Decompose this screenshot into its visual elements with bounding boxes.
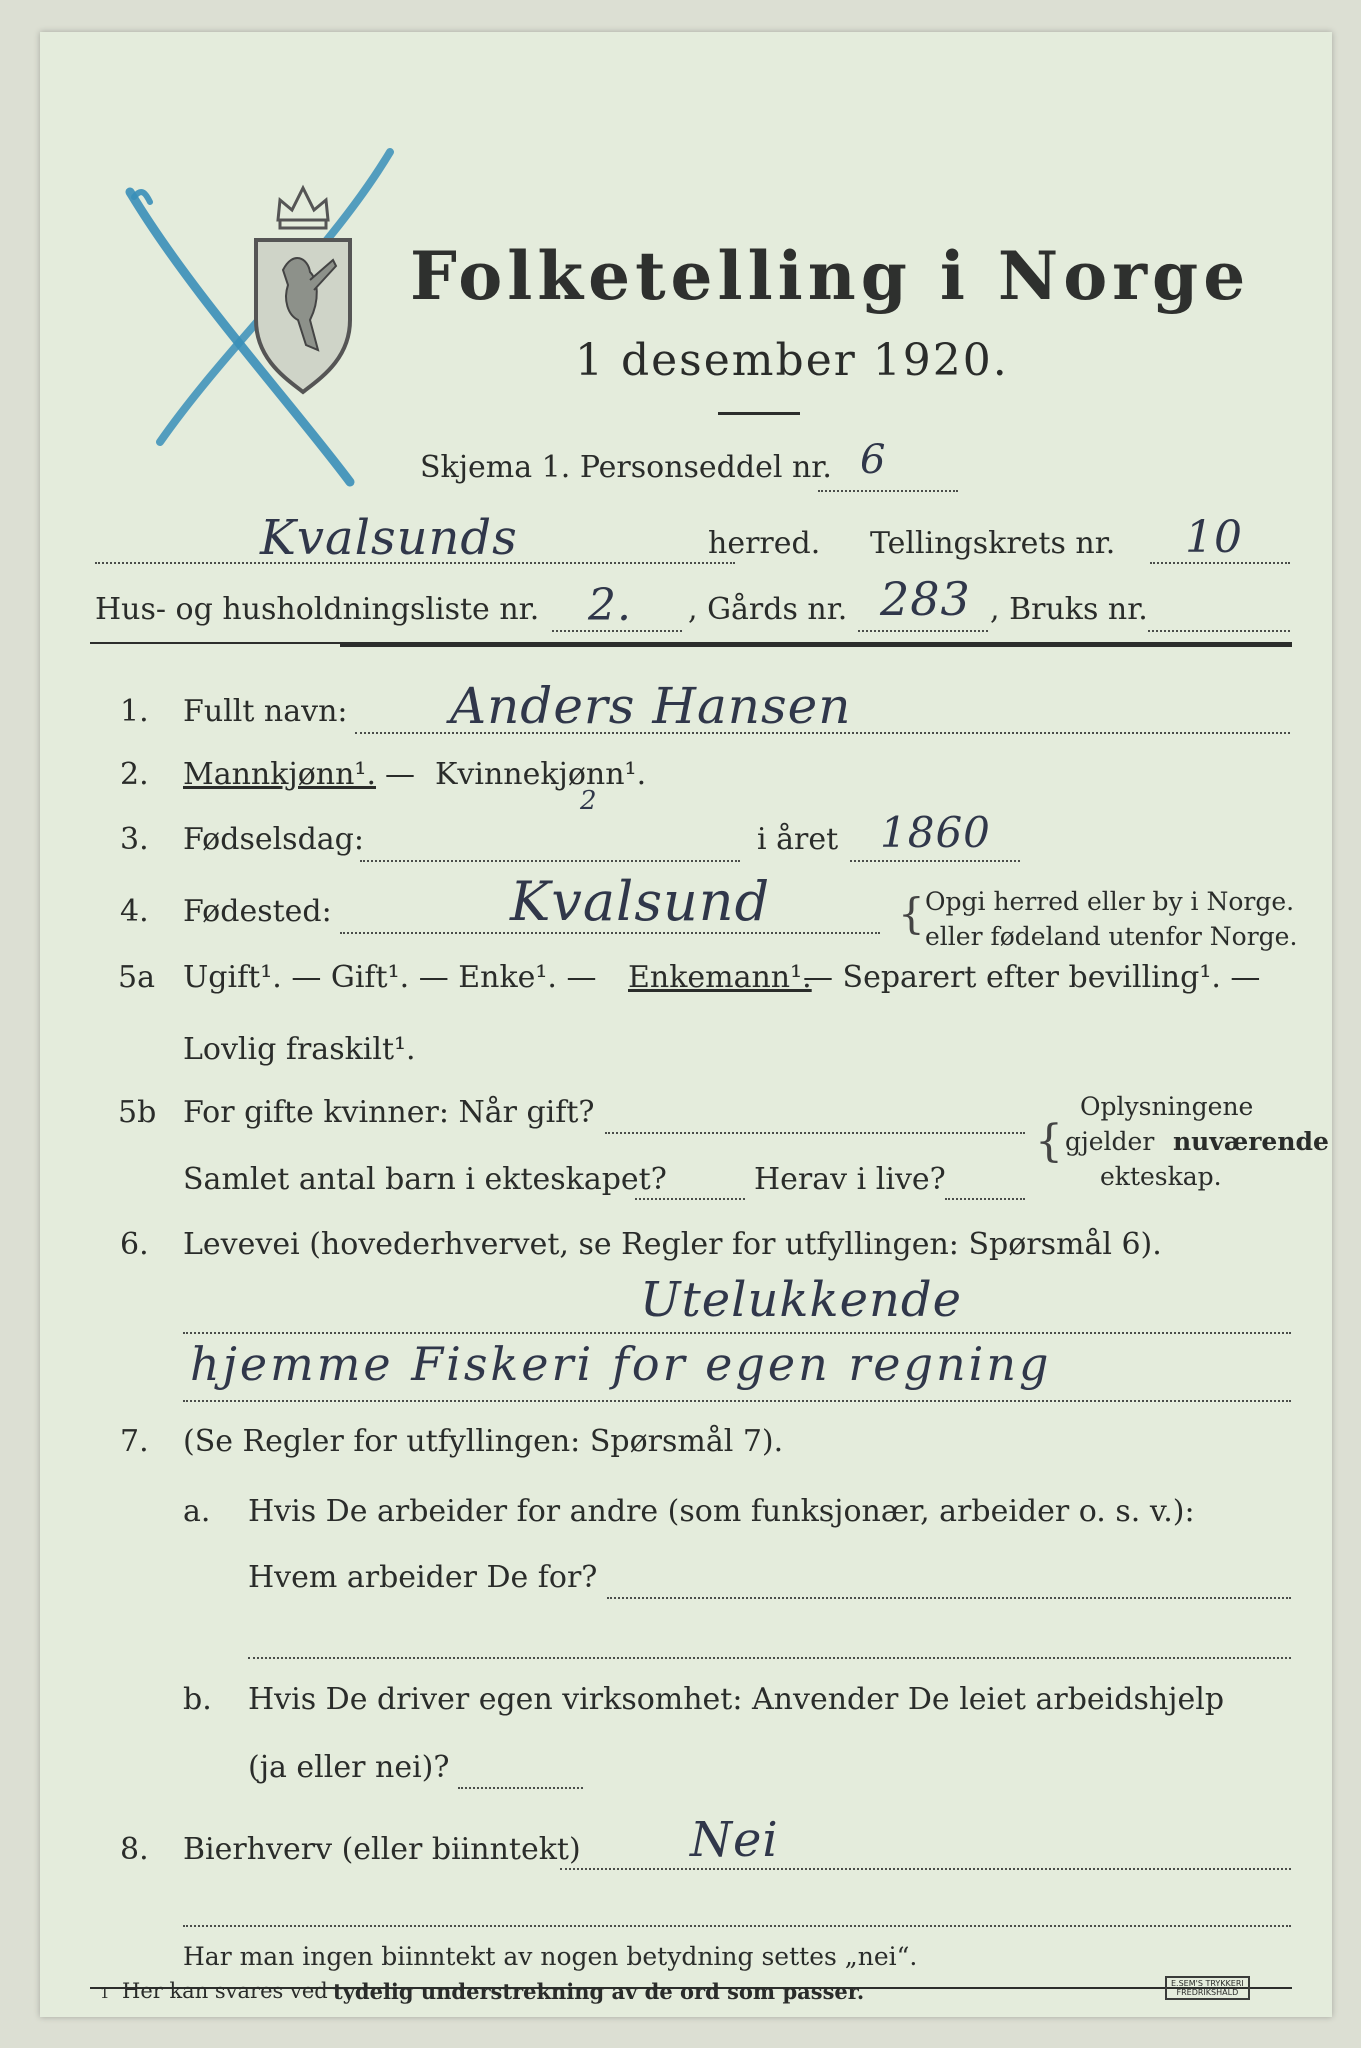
schema-label: Skjema 1. Personseddel nr. <box>420 450 832 485</box>
q8-note: Har man ingen biinntekt av nogen betydning settes „nei“. <box>183 1942 918 1971</box>
farm-number: 283 <box>880 572 971 626</box>
bruks-label: , Bruks nr. <box>990 592 1148 627</box>
printer-line2: FREDRIKSHALD <box>1176 1988 1239 1997</box>
q5b-note-line2a: gjelder <box>1065 1127 1155 1156</box>
q7a-label-line1: Hvis De arbeider for andre (som funksjonær, arbeider o. s. v.): <box>248 1494 1195 1529</box>
q7a-label-line2: Hvem arbeider De for? <box>248 1560 598 1595</box>
q7b-label-line1: Hvis De driver egen virksomhet: Anvender De leiet arbeidshjelp <box>248 1682 1225 1717</box>
q6-number: 6. <box>120 1227 149 1262</box>
district-label: Tellingskrets nr. <box>870 526 1116 561</box>
q5b-children-dots <box>635 1198 745 1200</box>
footnote-text-b: tydelig understrekning av de ord som passer. <box>333 1979 865 2004</box>
q2-male-option: Mannkjønn¹. <box>183 757 376 792</box>
q6-line1-dots <box>183 1332 1291 1334</box>
q5a-number: 5a <box>118 960 155 995</box>
q6-line2-dots <box>183 1400 1291 1402</box>
q7-number: 7. <box>120 1424 149 1459</box>
q4-brace: { <box>898 889 925 938</box>
municipality-value: Kvalsunds <box>260 510 518 566</box>
q5b-note-line1: Oplysningene <box>1080 1092 1254 1121</box>
q8-label: Bierhverv (eller biinntekt) <box>183 1832 581 1867</box>
farm-label: , Gårds nr. <box>688 592 848 627</box>
q8-number: 8. <box>120 1832 149 1867</box>
printer-line1: E.SEM'S TRYKKERI <box>1171 1979 1244 1988</box>
q6-answer-line1: Utelukkende <box>640 1272 963 1328</box>
q7a-line1-dots <box>607 1597 1291 1599</box>
q4-birthplace-value: Kvalsund <box>510 870 771 933</box>
q4-note-line2: eller fødeland utenfor Norge. <box>925 922 1298 951</box>
q5b-number: 5b <box>118 1095 157 1130</box>
q5b-alive-dots <box>945 1198 1025 1200</box>
q7b-dots <box>458 1787 583 1789</box>
herred-label: herred. <box>708 526 821 561</box>
q4-label: Fødested: <box>183 894 332 929</box>
header-rule-thick <box>340 643 1292 647</box>
district-number: 10 <box>1185 512 1243 563</box>
q3-day-dots <box>360 860 740 862</box>
q6-label: Levevei (hovederhvervet, se Regler for utfyllingen: Spørsmål 6). <box>183 1227 1162 1262</box>
census-date: 1 desember 1920. <box>575 335 1009 386</box>
q5b-children-label: Samlet antal barn i ekteskapet? <box>183 1162 667 1197</box>
footnote-text-a: Her kan svares ved <box>122 1979 328 2003</box>
footnote-mark: 1 <box>100 1984 110 2002</box>
form-title: Folketelling i Norge <box>410 237 1251 315</box>
q4-note-line1: Opgi herred eller by i Norge. <box>925 887 1295 916</box>
q4-number: 4. <box>120 894 149 929</box>
printer-mark <box>1165 1976 1250 2000</box>
q3-year-dots <box>850 860 1020 862</box>
q3-number: 3. <box>120 822 149 857</box>
q1-number: 1. <box>120 694 149 729</box>
q5a-options-a: Ugift¹. — Gift¹. — Enke¹. — <box>183 960 597 995</box>
title-divider <box>718 412 800 415</box>
q3-year-label: i året <box>757 822 839 857</box>
q5a-options-line2: Lovlig fraskilt¹. <box>183 1032 416 1067</box>
q2-number: 2. <box>120 757 149 792</box>
q6-answer-line2: hjemme Fiskeri for egen regning <box>190 1337 1052 1391</box>
schema-number: 6 <box>860 437 887 483</box>
q7-label: (Se Regler for utfyllingen: Spørsmål 7). <box>183 1424 784 1459</box>
q3-year-value: 1860 <box>880 808 991 857</box>
q5a-option-enkemann: Enkemann¹. <box>628 960 812 995</box>
q1-name-value: Anders Hansen <box>450 677 852 735</box>
q5b-note-line3: ekteskap. <box>1100 1162 1222 1191</box>
q5a-options-c: — Separert efter bevilling¹. — <box>803 960 1261 995</box>
q5b-note-line2b: nuværende <box>1173 1127 1329 1156</box>
q3-label: Fødselsdag: <box>183 822 364 857</box>
household-label: Hus- og husholdningsliste nr. <box>95 592 540 627</box>
q7a-line2-dots <box>248 1657 1291 1659</box>
census-form-sheet <box>40 32 1332 2017</box>
coat-of-arms-icon <box>248 180 358 400</box>
q8-line1-dots <box>560 1868 1291 1870</box>
schema-dots <box>818 490 958 492</box>
q5b-married-dots <box>605 1132 1025 1134</box>
q5b-married-label: For gifte kvinner: Når gift? <box>183 1095 595 1130</box>
q8-value: Nei <box>690 1812 779 1868</box>
q2-female-option: Kvinnekjønn¹. <box>435 757 647 792</box>
q8-line2-dots <box>183 1925 1291 1927</box>
q2-pencil-mark: 2 <box>580 786 598 816</box>
q2-separator: — <box>385 757 415 792</box>
q7a-number: a. <box>183 1494 211 1529</box>
farm-dots <box>858 630 988 632</box>
q7b-label-line2: (ja eller nei)? <box>248 1750 450 1785</box>
q5b-alive-label: Herav i live? <box>754 1162 946 1197</box>
q7b-number: b. <box>183 1682 212 1717</box>
q5b-brace: { <box>1035 1116 1063 1167</box>
q1-label: Fullt navn: <box>183 694 348 729</box>
bruks-dots <box>1148 630 1290 632</box>
household-number: 2. <box>588 580 632 631</box>
